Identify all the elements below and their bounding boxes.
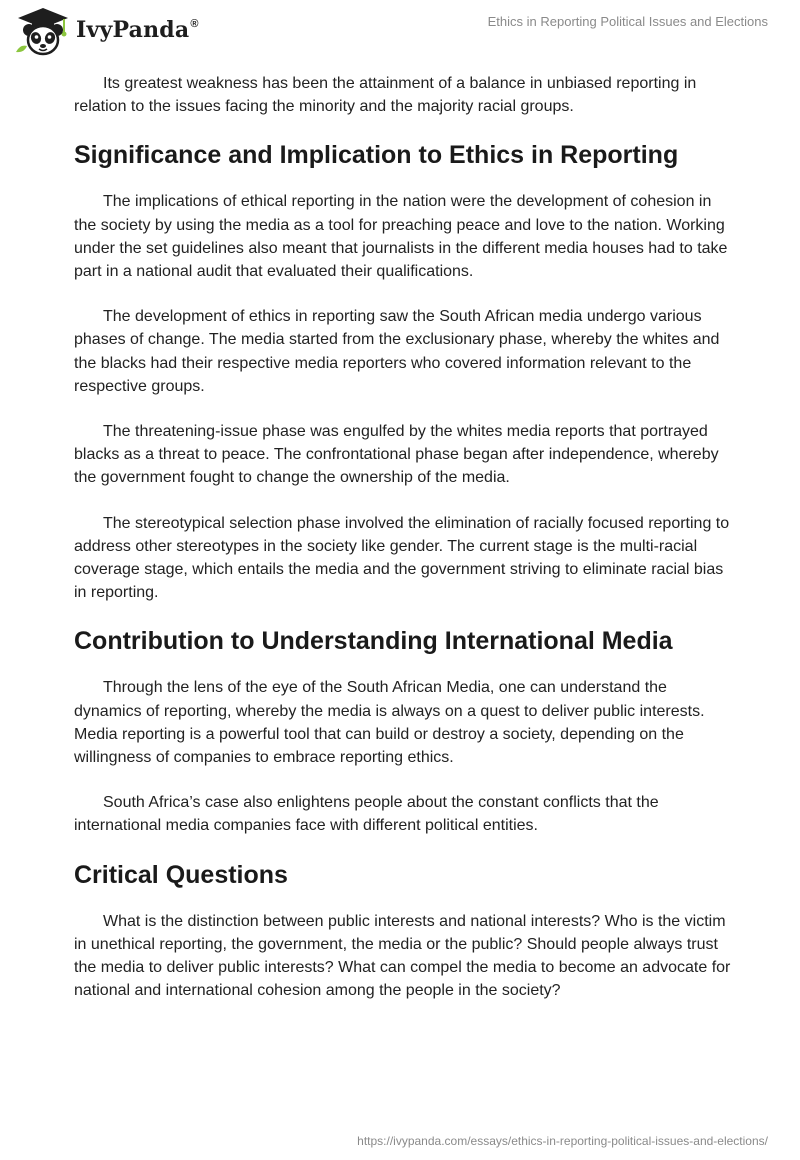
paragraph: The threatening-issue phase was engulfed by the whites media reports that portrayed blacks as a threat to peace. The confrontational phase began after independence, whereby the government fought to change the ownership of the media. <box>74 423 719 487</box>
paragraph: The implications of ethical reporting in the nation were the development of cohesion in the society by using the media as a tool for preaching peace and love to the nation. Working under the set guidelines also meant that journalists in the different media houses had to take part in a national audit that evaluated their qualifications. <box>74 193 728 281</box>
paragraph: The development of ethics in reporting saw the South African media undergo various phases of change. The media started from the exclusionary phase, whereby the whites and the blacks had their respective media reporters who covered information relevant to the respective groups. <box>74 308 720 395</box>
registered-mark: ® <box>190 18 199 30</box>
section-heading-critical-questions: Critical Questions <box>74 860 288 889</box>
paragraph: What is the distinction between public interests and national interests? Who is the victim in unethical reporting, the government, the media or the public? Should people always trust the media to deliver public interests? What can compel the media to become an advocate for national and international cohesion among the people in the society? <box>74 912 731 1000</box>
page-header <box>0 0 800 64</box>
section-heading-contribution: Contribution to Understanding International Media <box>74 627 673 656</box>
source-url-link[interactable]: https://ivypanda.com/essays/ethics-in-reporting-political-issues-and-elections/ <box>357 1134 768 1148</box>
brand-name <box>76 17 199 43</box>
section-heading-significance: Significance and Implication to Ethics in Reporting <box>74 141 679 170</box>
panda-graduate-icon <box>14 6 72 58</box>
essay-content <box>74 72 734 1024</box>
paragraph: The stereotypical selection phase involved the elimination of racially focused reporting to address other stereotypes in the society like gender. The current stage is the multi-racial coverage stage, which entails the media and the government striving to eliminate racial bias in reporting. <box>74 514 730 602</box>
paragraph: South Africa’s case also enlightens people about the constant conflicts that the international media companies face with different political entities. <box>74 794 659 835</box>
brand-name-text: IvyPanda <box>76 17 190 43</box>
document-title: Ethics in Reporting Political Issues and Elections <box>487 14 768 29</box>
intro-paragraph: Its greatest weakness has been the attainment of a balance in unbiased reporting in relation to the issues facing the minority and the majority racial groups. <box>74 75 697 116</box>
paragraph: Through the lens of the eye of the South African Media, one can understand the dynamics of reporting, whereby the media is always on a quest to deliver public interests. Media reporting is a powerful tool that can build or destroy a society, depending on the willingness of companies to embrace reporting ethics. <box>74 679 705 767</box>
ivypanda-logo[interactable] <box>14 6 199 58</box>
